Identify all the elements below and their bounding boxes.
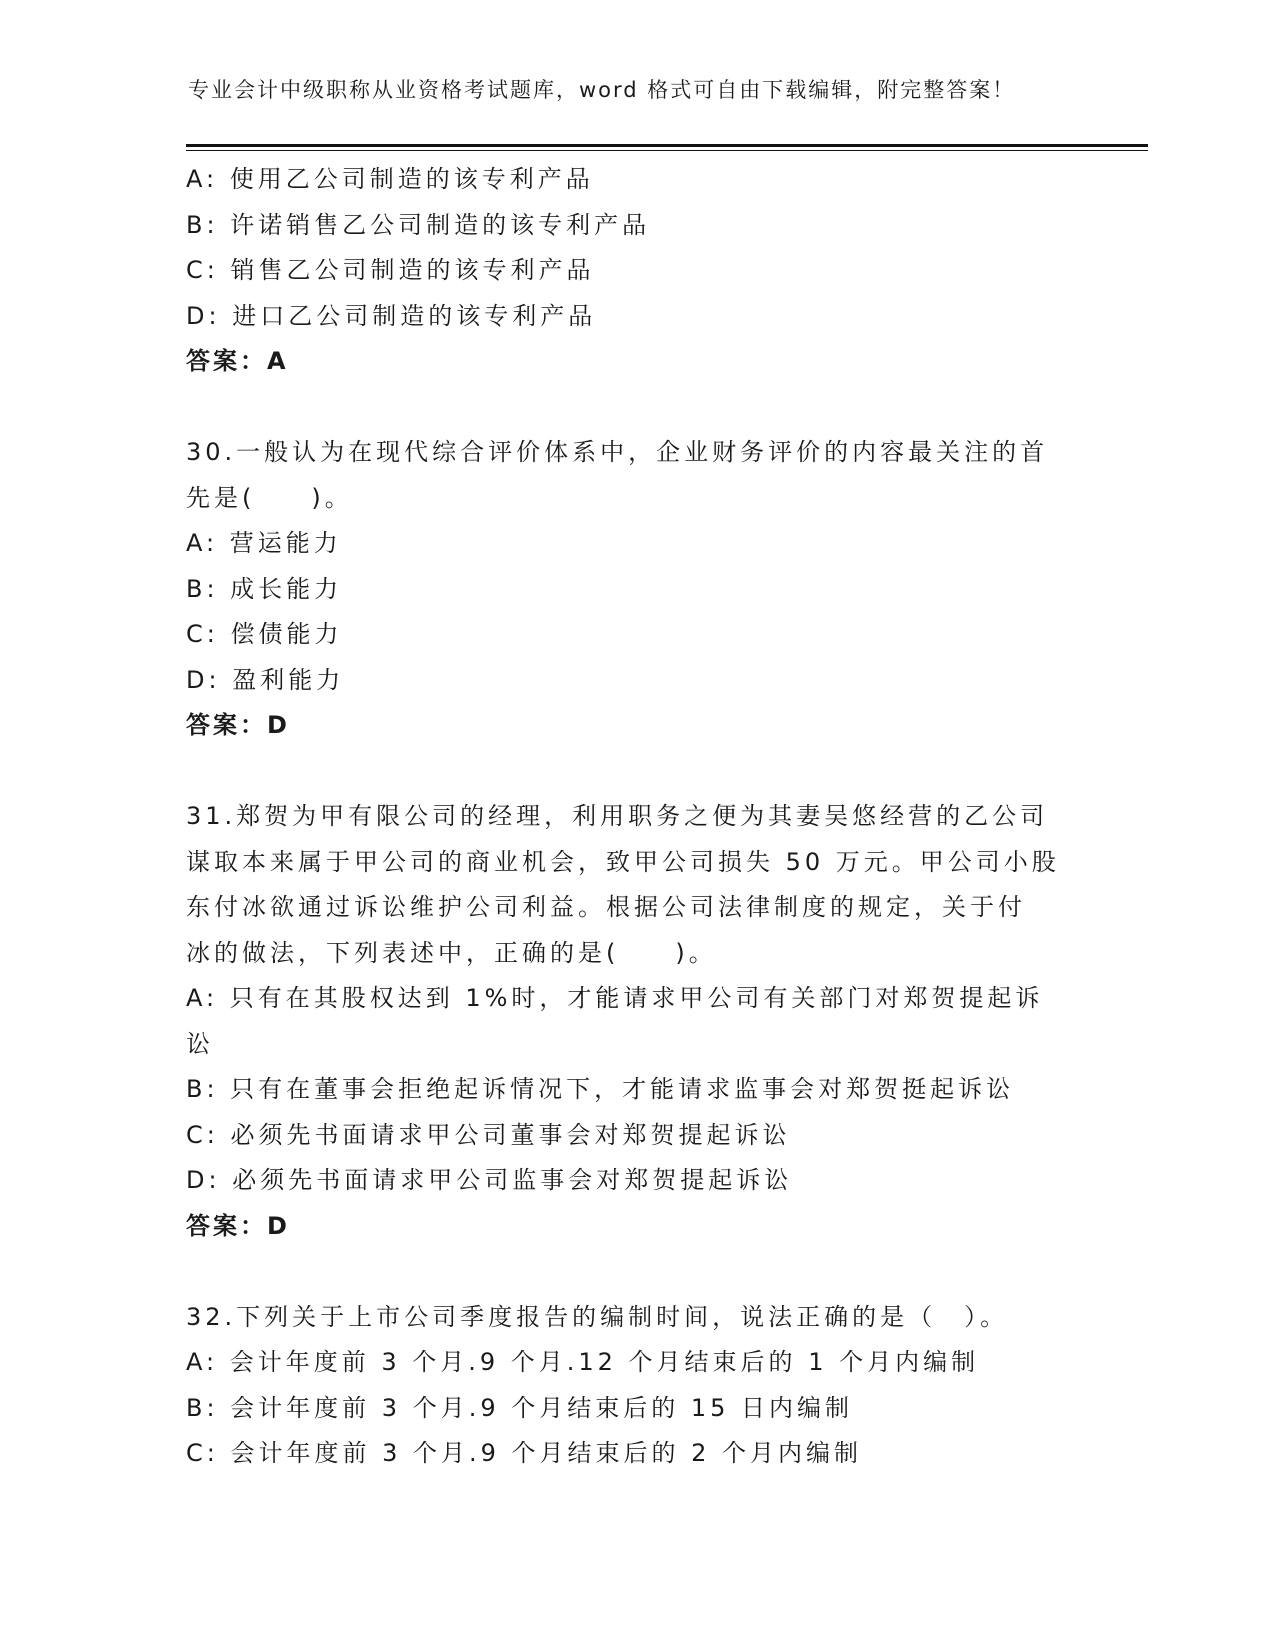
option-d: D: 必须先书面请求甲公司监事会对郑贺提起诉讼 xyxy=(186,1166,793,1194)
option-a: A: 使用乙公司制造的该专利产品 xyxy=(186,165,594,193)
question-content xyxy=(186,157,1076,1477)
question-stem: 东付冰欲通过诉讼维护公司利益。根据公司法律制度的规定，关于付 xyxy=(186,893,1026,921)
spacer xyxy=(186,1249,1076,1295)
option-b: B: 会计年度前 3 个月.9 个月结束后的 15 日内编制 xyxy=(186,1393,854,1422)
page-header: 专业会计中级职称从业资格考试题库，word 格式可自由下载编辑，附完整答案！ xyxy=(188,78,1016,102)
option-c: C: 会计年度前 3 个月.9 个月结束后的 2 个月内编制 xyxy=(186,1439,863,1467)
option-a: A: 营运能力 xyxy=(186,529,342,557)
spacer xyxy=(186,385,1076,431)
answer: 答案：D xyxy=(186,711,290,739)
header-rule-thick xyxy=(186,144,1148,147)
question-stem: 31.郑贺为甲有限公司的经理，利用职务之便为其妻吴悠经营的乙公司 xyxy=(186,802,1049,830)
option-b: B: 成长能力 xyxy=(186,574,343,603)
question-30 xyxy=(186,430,1076,749)
option-c: C: 偿债能力 xyxy=(186,620,343,648)
option-c: C: 销售乙公司制造的该专利产品 xyxy=(186,256,595,284)
option-a: A: 只有在其股权达到 1%时，才能请求甲公司有关部门对郑贺提起诉 xyxy=(186,984,1044,1012)
option-b: B: 只有在董事会拒绝起诉情况下，才能请求监事会对郑贺挺起诉讼 xyxy=(186,1075,1015,1103)
option-c: C: 必须先书面请求甲公司董事会对郑贺提起诉讼 xyxy=(186,1120,791,1149)
question-stem: 32.下列关于上市公司季度报告的编制时间，说法正确的是（ ）。 xyxy=(186,1302,1009,1331)
question-29 xyxy=(186,157,1076,385)
option-a-continued: 讼 xyxy=(186,1029,214,1058)
option-a: A: 会计年度前 3 个月.9 个月.12 个月结束后的 1 个月内编制 xyxy=(186,1348,980,1376)
question-stem: 先是( )。 xyxy=(186,483,353,512)
answer: 答案：A xyxy=(186,347,289,375)
option-d: D: 盈利能力 xyxy=(186,665,345,694)
spacer xyxy=(186,749,1076,795)
question-stem: 谋取本来属于甲公司的商业机会，致甲公司损失 50 万元。甲公司小股 xyxy=(186,847,1060,876)
option-b: B: 许诺销售乙公司制造的该专利产品 xyxy=(186,210,651,239)
option-d: D: 进口乙公司制造的该专利产品 xyxy=(186,301,597,330)
answer: 答案：D xyxy=(186,1211,290,1240)
question-31 xyxy=(186,794,1076,1249)
question-32 xyxy=(186,1295,1076,1477)
header-rule-thin xyxy=(186,150,1148,151)
question-stem: 冰的做法，下列表述中，正确的是( )。 xyxy=(186,938,717,967)
question-stem: 30.一般认为在现代综合评价体系中，企业财务评价的内容最关注的首 xyxy=(186,438,1049,466)
